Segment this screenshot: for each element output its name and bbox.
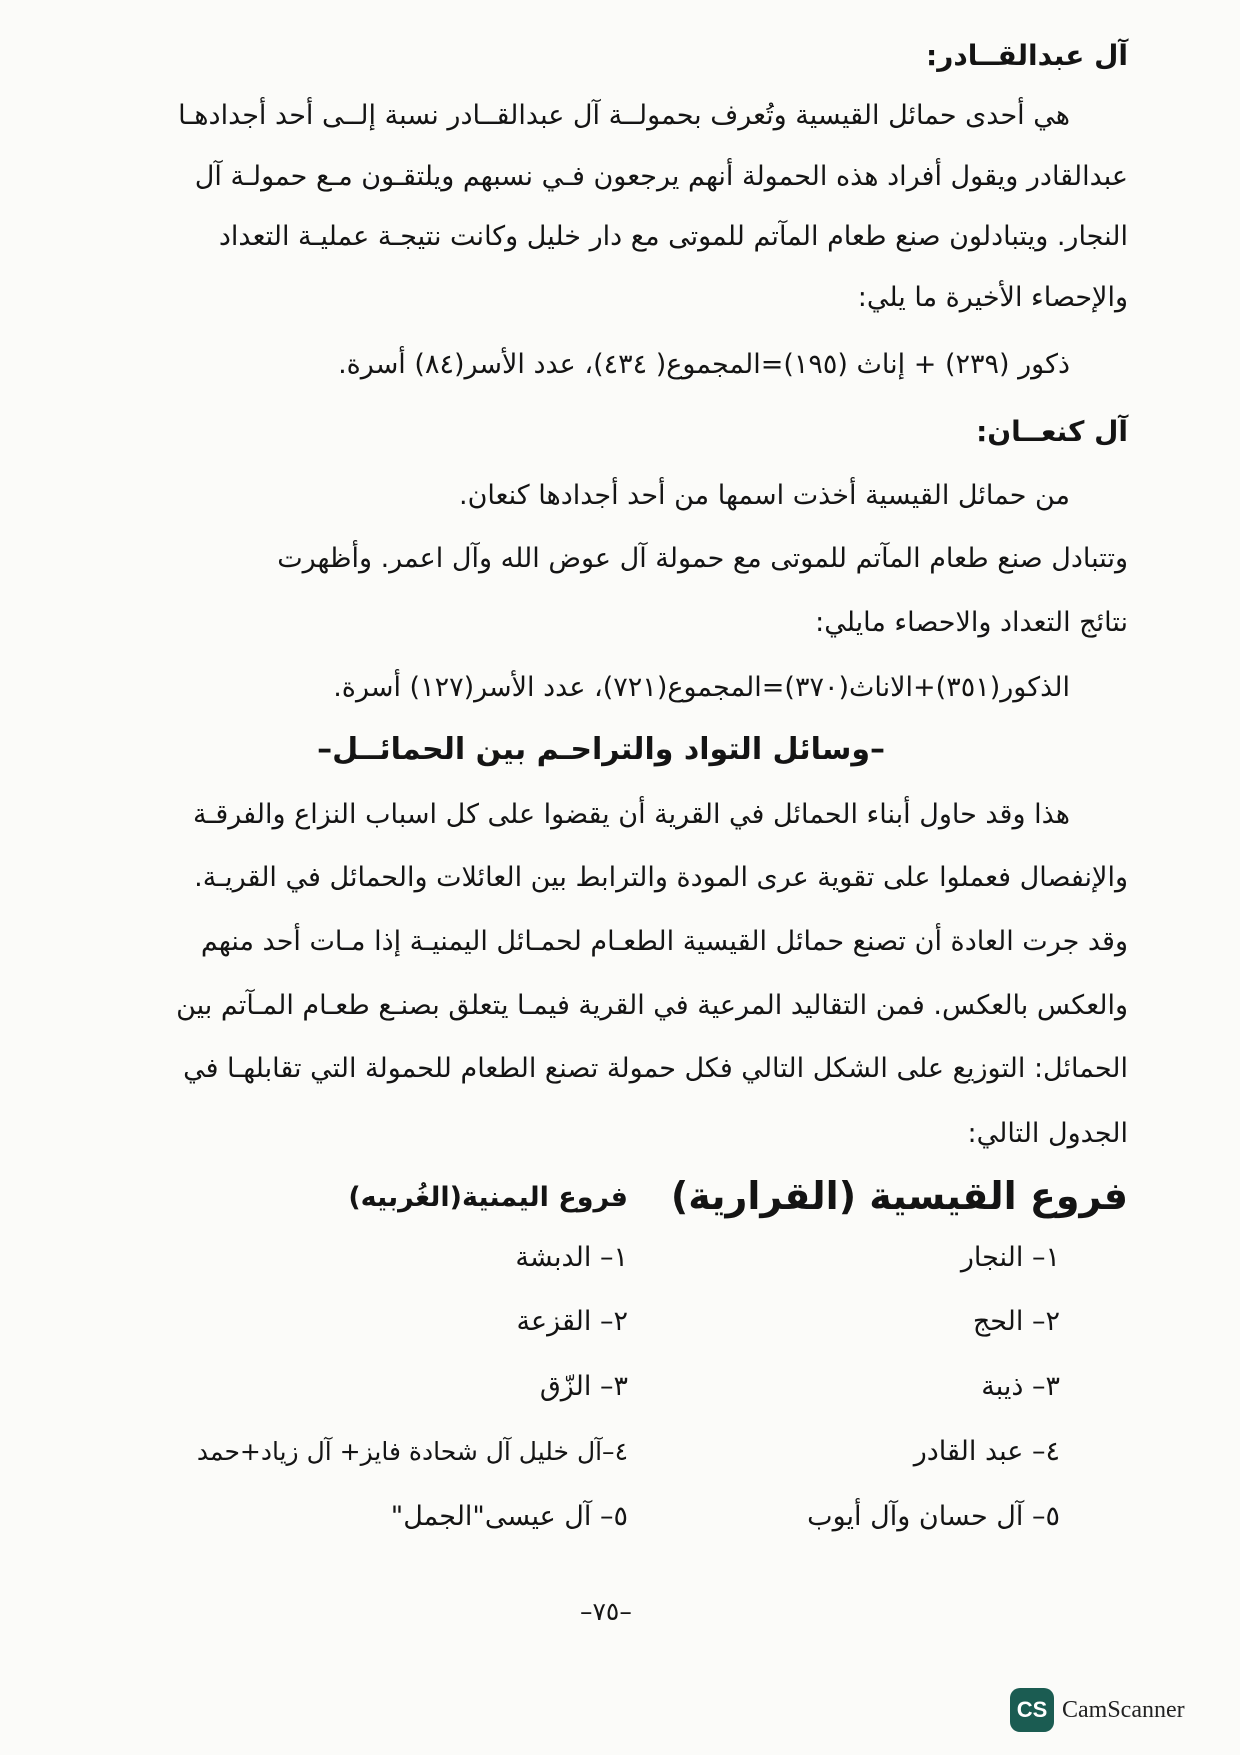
- paragraph-line: عبدالقادر ويقول أفراد هذه الحمولة أنهم يرجعون فـي نسبهم ويلتقـون مـع حمولـة آل: [194, 161, 1128, 192]
- paragraph-line: وقد جرت العادة أن تصنع حمائل القيسية الطعـام لحمـائل اليمنيـة إذا مـات أحد منهم: [200, 926, 1128, 957]
- paragraph-line: النجار. ويتبادلون صنع طعام المآتم للموتى مع دار خليل وكانت نتيجـة عمليـة التعداد: [218, 221, 1128, 252]
- camscanner-brand: CamScanner: [1062, 1696, 1185, 1723]
- paragraph-line: هي أحدى حمائل القيسية وتُعرف بحمولــة آل عبدالقــادر نسبة إلــى أحد أجدادهـا: [178, 100, 1070, 131]
- camscanner-logo-icon: CS: [1010, 1688, 1054, 1732]
- yamaniyya-branch-item: ٤–آل خليل آل شحادة فايز+ آل زياد+حمد: [196, 1437, 628, 1466]
- yamaniyya-branch-item: ١– الدبشة: [515, 1242, 628, 1273]
- section-heading-kanaan: آل كنعــان:: [976, 415, 1128, 448]
- yamaniyya-branch-item: ٣– الزّق: [539, 1371, 628, 1402]
- paragraph-line: نتائج التعداد والاحصاء مايلي:: [815, 607, 1128, 638]
- paragraph-line: الجدول التالي:: [967, 1118, 1128, 1149]
- paragraph-line: والإحصاء الأخيرة ما يلي:: [857, 282, 1128, 313]
- paragraph-line: والإنفصال فعملوا على تقوية عرى المودة والترابط بين العائلات والحمائل في القريـة.: [194, 862, 1128, 893]
- qaysiyya-branch-item: ٤– عبد القادر: [913, 1436, 1060, 1467]
- section-heading-abdelqader: آل عبدالقــادر:: [926, 39, 1128, 72]
- camscanner-watermark: [1010, 1686, 1185, 1734]
- paragraph-line: هذا وقد حاول أبناء الحمائل في القرية أن يقضوا على كل اسباب النزاع والفرقـة: [192, 799, 1070, 830]
- census-line: الذكور(٣٥١)+الاناث(٣٧٠)=المجموع(٧٢١)، عدد الأسر(١٢٧) أسرة.: [333, 672, 1070, 703]
- paragraph-line: من حمائل القيسية أخذت اسمها من أحد أجدادها كنعان.: [459, 480, 1070, 511]
- paragraph-line: الحمائل: التوزيع على الشكل التالي فكل حمولة تصنع الطعام للحمولة التي تقابلهـا في: [183, 1053, 1128, 1084]
- table-header-yamaniyya: فروع اليمنية(الغُربيه): [348, 1182, 628, 1213]
- census-line: ذكور (٢٣٩) + إناث (١٩٥)=المجموع( ٤٣٤)، عدد الأسر(٨٤) أسرة.: [338, 349, 1070, 380]
- yamaniyya-branch-item: ٥– آل عيسى"الجمل": [390, 1501, 628, 1532]
- qaysiyya-branch-item: ٢– الحج: [972, 1306, 1060, 1337]
- paragraph-line: والعكس بالعكس. فمن التقاليد المرعية في القرية فيمـا يتعلق بصنـع طعـام المـآتم بين: [176, 990, 1128, 1021]
- page-number: –٧٥–: [580, 1597, 632, 1626]
- qaysiyya-branch-item: ١– النجار: [960, 1242, 1060, 1273]
- paragraph-line: وتتبادل صنع طعام المآتم للموتى مع حمولة آل عوض الله وآل اعمر. وأظهرت: [277, 543, 1128, 574]
- table-header-qaysiyya: فروع القيسية (القرارية): [670, 1174, 1128, 1218]
- qaysiyya-branch-item: ٣– ذيبة: [981, 1371, 1060, 1402]
- section-heading-bonds: –وسائل التواد والتراحـم بين الحمائــل–: [317, 732, 885, 767]
- qaysiyya-branch-item: ٥– آل حسان وآل أيوب: [807, 1501, 1060, 1532]
- yamaniyya-branch-item: ٢– القزعة: [516, 1306, 628, 1337]
